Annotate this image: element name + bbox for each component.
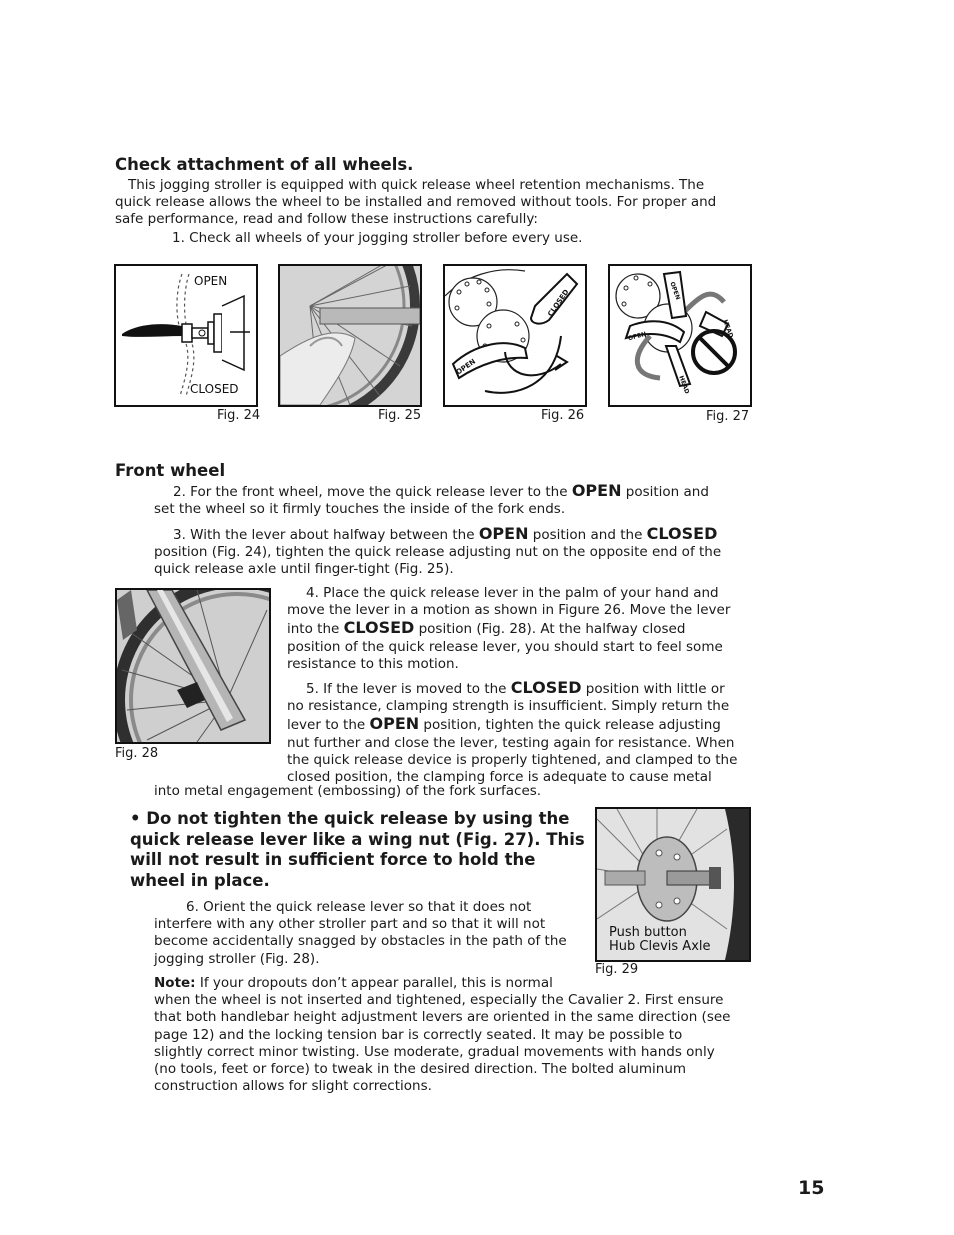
note-label: Note: bbox=[154, 975, 196, 991]
fig29-push-button-label: Push button bbox=[609, 925, 687, 940]
step3-line3: quick release axle until finger-tight (Fig. 25). bbox=[154, 561, 454, 578]
note-line: that both handlebar height adjustment levers are oriented in the same direction (see bbox=[154, 1009, 731, 1026]
fig26-closed-label: CLOSED bbox=[546, 288, 571, 318]
step3-line2: position (Fig. 24), tighten the quick release adjusting nut on the opposite end of the bbox=[154, 544, 722, 561]
fig26-open-label: OPEN bbox=[454, 357, 478, 377]
step-4 bbox=[287, 585, 730, 673]
open-keyword: OPEN bbox=[369, 714, 420, 734]
warning-wing-nut bbox=[130, 809, 585, 891]
fig28-caption: Fig. 28 bbox=[115, 746, 159, 761]
step5-line7: into metal engagement (embossing) of the fork surfaces. bbox=[154, 783, 542, 799]
section-heading-front-wheel: Front wheel bbox=[115, 461, 226, 480]
page-number: 15 bbox=[798, 1177, 825, 1199]
note-line: slightly correct minor twisting. Use moderate, gradual movements with hands only bbox=[154, 1043, 715, 1060]
step5-line4: nut further and close the lever, testing again for resistance. When bbox=[287, 734, 735, 751]
fig28-photo bbox=[115, 588, 271, 744]
step5-line3a: lever to the bbox=[287, 717, 370, 734]
open-keyword: OPEN bbox=[478, 524, 529, 543]
note-line: page 12) and the locking tension bar is correctly seated. It may be possible to bbox=[154, 1026, 683, 1043]
step5-line5: the quick release device is properly tightened, and clamped to the bbox=[287, 751, 738, 768]
section-heading-check-wheels: Check attachment of all wheels. bbox=[115, 155, 414, 174]
fig24-closed-label: CLOSED bbox=[190, 382, 239, 396]
warning-line: • Do not tighten the quick release by using the bbox=[130, 809, 570, 828]
closed-keyword: CLOSED bbox=[343, 618, 415, 638]
note-line: when the wheel is not inserted and tightened, especially the Cavalier 2. First ensure bbox=[154, 992, 724, 1009]
open-keyword: OPEN bbox=[571, 481, 622, 500]
note-line: construction allows for slight corrections. bbox=[154, 1078, 432, 1095]
lever-motion-diagram bbox=[445, 266, 585, 405]
fig27-head-label: HEAD bbox=[721, 318, 735, 339]
step4-line4: position of the quick release lever, you should start to feel some bbox=[287, 638, 723, 655]
step6-line: interfere with any other stroller part and so that it will not bbox=[154, 916, 546, 933]
fig26-illustration bbox=[443, 264, 587, 407]
step2-text-a: 2. For the front wheel, move the quick release lever to the bbox=[173, 484, 572, 500]
fig24-caption: Fig. 24 bbox=[217, 408, 261, 423]
intro-line: This jogging stroller is equipped with quick release wheel retention mechanisms. The bbox=[128, 177, 705, 193]
step5-line2: no resistance, clamping strength is insufficient. Simply return the bbox=[287, 698, 730, 715]
step-6 bbox=[154, 899, 567, 968]
note-paragraph bbox=[154, 975, 730, 1095]
step5-line3c: position, tighten the quick release adjusting bbox=[419, 717, 721, 734]
step2-text-c: position and bbox=[621, 484, 709, 500]
step-3 bbox=[154, 525, 721, 579]
fig29-caption: Fig. 29 bbox=[595, 962, 639, 977]
fig27-illustration bbox=[608, 264, 752, 407]
step6-line: jogging stroller (Fig. 28). bbox=[154, 950, 320, 967]
note-line: (no tools, feet or force) to tweak in the desired direction. The bolted aluminum bbox=[154, 1061, 687, 1078]
step4-line3a: into the bbox=[287, 621, 344, 638]
intro-paragraph bbox=[115, 177, 716, 229]
fig24-open-label: OPEN bbox=[194, 274, 228, 288]
step6-line: become accidentally snagged by obstacles in the path of the bbox=[154, 933, 567, 950]
warning-line: wheel in place. bbox=[130, 870, 270, 890]
note-first-line: If your dropouts don’t appear parallel, this is normal bbox=[195, 975, 553, 991]
fig29-photo bbox=[595, 807, 751, 962]
fig27-open-label-2: OPEN bbox=[627, 330, 648, 343]
intro-line: quick release allows the wheel to be installed and removed without tools. For proper and bbox=[115, 194, 717, 211]
step5-line1a: 5. If the lever is moved to the bbox=[306, 681, 511, 697]
fig27-head-label-2: HEAD bbox=[677, 374, 691, 395]
step-2 bbox=[154, 482, 709, 518]
fig25-caption: Fig. 25 bbox=[378, 408, 422, 423]
warning-line: will not result in sufficient force to hold the bbox=[130, 850, 536, 869]
step5-line1c: position with little or bbox=[581, 681, 725, 697]
step4-line3c: position (Fig. 28). At the halfway closed bbox=[414, 621, 686, 638]
fig29-hub-clevis-axle-label: Hub Clevis Axle bbox=[609, 939, 711, 954]
warning-line: quick release lever like a wing nut (Fig. 27). This bbox=[130, 829, 585, 849]
fig24-illustration bbox=[114, 264, 258, 407]
step4-line1: 4. Place the quick release lever in the palm of your hand and bbox=[306, 585, 719, 601]
fig27-caption: Fig. 27 bbox=[706, 409, 750, 424]
hand-tightening-nut-photo bbox=[280, 266, 420, 405]
step-5 bbox=[287, 679, 737, 786]
closed-keyword: CLOSED bbox=[646, 524, 718, 543]
front-wheel-fork-photo bbox=[117, 590, 269, 742]
step6-line: 6. Orient the quick release lever so that it does not bbox=[186, 899, 532, 915]
closed-keyword: CLOSED bbox=[510, 678, 582, 697]
fig25-photo bbox=[278, 264, 422, 407]
step4-line5: resistance to this motion. bbox=[287, 655, 459, 672]
step3-text-c: position and the bbox=[528, 527, 647, 543]
step2-line2: set the wheel so it firmly touches the inside of the fork ends. bbox=[154, 501, 566, 518]
step4-line2: move the lever in a motion as shown in Figure 26. Move the lever bbox=[287, 602, 731, 619]
step-1: 1. Check all wheels of your jogging stroller before every use. bbox=[172, 230, 583, 246]
intro-line: safe performance, read and follow these instructions carefully: bbox=[115, 211, 538, 228]
step5-line6: closed position, the clamping force is adequate to cause metal bbox=[287, 769, 712, 786]
fig27-open-label: OPEN bbox=[668, 280, 682, 301]
fig26-caption: Fig. 26 bbox=[541, 408, 585, 423]
step3-text-a: 3. With the lever about halfway between the bbox=[173, 527, 479, 543]
